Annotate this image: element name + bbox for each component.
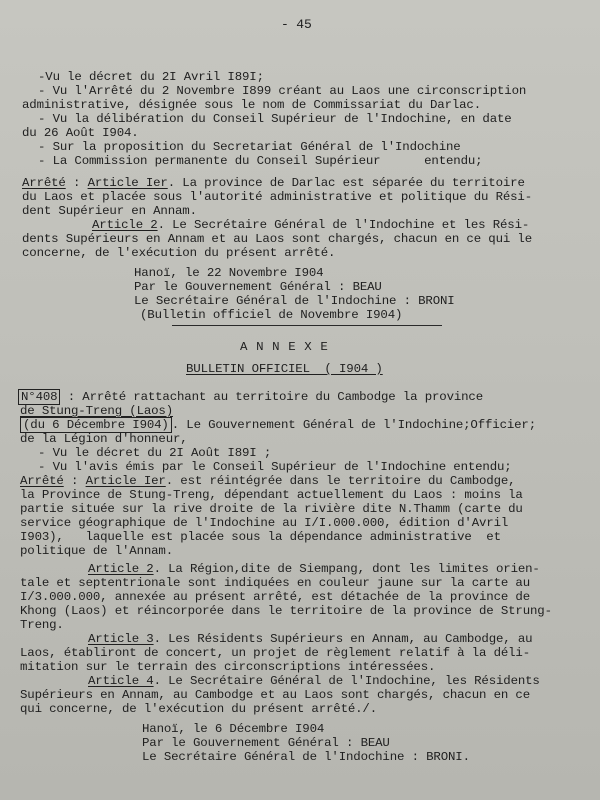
signature-secretary: Le Secrétaire Général de l'Indochine : BRONI (134, 294, 455, 308)
text-line: Supérieurs en Annam, au Cambodge et au Laos sont chargés, chacun en ce (20, 688, 530, 702)
arrete-408-heading (18, 390, 483, 405)
arrete-label: Arrêté (22, 176, 66, 190)
arrete-number-box: N°408 (18, 389, 60, 405)
text-line: Laos, établiront de concert, un projet de règlement relatif à la déli- (20, 646, 530, 660)
text-line: service géographique de l'Indochine au I/I.000.000, édition d'Avril (20, 516, 509, 530)
signature-date: Hanoï, le 22 Novembre I904 (134, 266, 324, 280)
text-line: tale et septentrionale sont indiquées en couleur jaune sur la carte au (20, 576, 530, 590)
text-line: partie située sur la rive droite de la rivière dite N.Thamm (carte du (20, 502, 523, 516)
visa-avis: - Vu l'avis émis par le Conseil Supérieur de l'Indochine entendu; (38, 460, 512, 474)
article-4-line (88, 674, 540, 689)
annexe-title: A N N E X E (240, 340, 329, 354)
text-fragment: . Le Gouvernement Général de l'Indochine;Officier; (171, 418, 536, 432)
article-2-line (92, 218, 529, 233)
signature-governor: Par le Gouvernement Général : BEAU (142, 736, 390, 750)
visa-deliberation: - Vu la délibération du Conseil Supérieur de l'Indochine, en date (38, 112, 512, 126)
separator: : (65, 176, 88, 190)
text-line: Khong (Laos) et réincorporée dans le territoire de la province de Strung- (20, 604, 552, 618)
article-4-label: Article 4 (88, 674, 154, 688)
visa-arrete-1899: - Vu l'Arrêté du 2 Novembre I899 créant au Laos une circonscription (38, 84, 527, 98)
arrete-label: Arrêté (20, 474, 64, 488)
article-2-line (88, 562, 540, 577)
text-line: la Province de Stung-Treng, dépendant actuellement du Laos : moins la (20, 488, 523, 502)
signature-governor: Par le Gouvernement Général : BEAU (134, 280, 382, 294)
visa-commission: - La Commission permanente du Conseil Supérieur entendu; (38, 154, 483, 168)
text-line: concerne, de l'exécution du présent arrêté. (22, 246, 336, 260)
text-line: qui concerne, de l'exécution du présent arrêté./. (20, 702, 377, 716)
visa-proposition: - Sur la proposition du Secretariat Général de l'Indochine (38, 140, 461, 154)
text-line: politique de l'Annam. (20, 544, 173, 558)
text-line: mitation sur le terrain des circonscriptions intéressées. (20, 660, 436, 674)
visa-decret-1891: -Vu le décret du 2I Avril I89I; (38, 70, 264, 84)
signature-date: Hanoï, le 6 Décembre I904 (142, 722, 325, 736)
annexe-subtitle: BULLETIN OFFICIEL ( I904 ) (186, 362, 383, 376)
article-2-label: Article 2 (92, 218, 158, 232)
divider-rule (172, 325, 442, 326)
visa-decret-1891: - Vu le décret du 2I Août I89I ; (38, 446, 272, 460)
date-line (20, 418, 536, 433)
signature-secretary: Le Secrétaire Général de l'Indochine : BRONI. (142, 750, 470, 764)
text-line: I903), laquelle est placée sous la dépendance administrative et (20, 530, 501, 544)
text-fragment: . Les Résidents Supérieurs en Annam, au Cambodge, au (153, 632, 533, 646)
page-number: - 45 (281, 17, 312, 32)
province-name: de Stung-Treng (Laos) (20, 404, 173, 418)
text-fragment: . La Région,dite de Siempang, dont les limites orien- (153, 562, 540, 576)
date-box: (du 6 Décembre I904) (20, 417, 172, 433)
text-fragment: . est réintégrée dans le territoire du Cambodge, (165, 474, 516, 488)
arrete-article-1-line (20, 474, 515, 489)
text-fragment: . La province de Darlac est séparée du territoire (167, 176, 525, 190)
text-line: Treng. (20, 618, 64, 632)
article-3-line (88, 632, 532, 647)
text-line: I/3.000.000, annexée au présent arrêté, est détachée de la province de (20, 590, 530, 604)
bulletin-reference: (Bulletin officiel de Novembre I904) (140, 308, 403, 322)
separator: : (63, 474, 86, 488)
article-1-label: Article Ier (87, 176, 168, 190)
text-fragment: . Le Secrétaire Général de l'Indochine et les Rési- (157, 218, 530, 232)
text-line: dent Supérieur en Annam. (22, 204, 197, 218)
text-line: de la Légion d'honneur, (20, 432, 188, 446)
text-line: dents Supérieurs en Annam et au Laos sont chargés, chacun en ce qui le (22, 232, 532, 246)
arrete-article-1-line (22, 176, 525, 191)
text-line: du 26 Août I904. (22, 126, 139, 140)
text-line: administrative, désignée sous le nom de Commissariat du Darlac. (22, 98, 481, 112)
text-fragment: : Arrêté rattachant au territoire du Cambodge la province (60, 390, 484, 404)
article-2-label: Article 2 (88, 562, 154, 576)
text-line: du Laos et placée sous l'autorité administrative et politique du Rési- (22, 190, 532, 204)
text-fragment: . Le Secrétaire Général de l'Indochine, les Résidents (153, 674, 540, 688)
article-1-label: Article Ier (85, 474, 166, 488)
article-3-label: Article 3 (88, 632, 154, 646)
